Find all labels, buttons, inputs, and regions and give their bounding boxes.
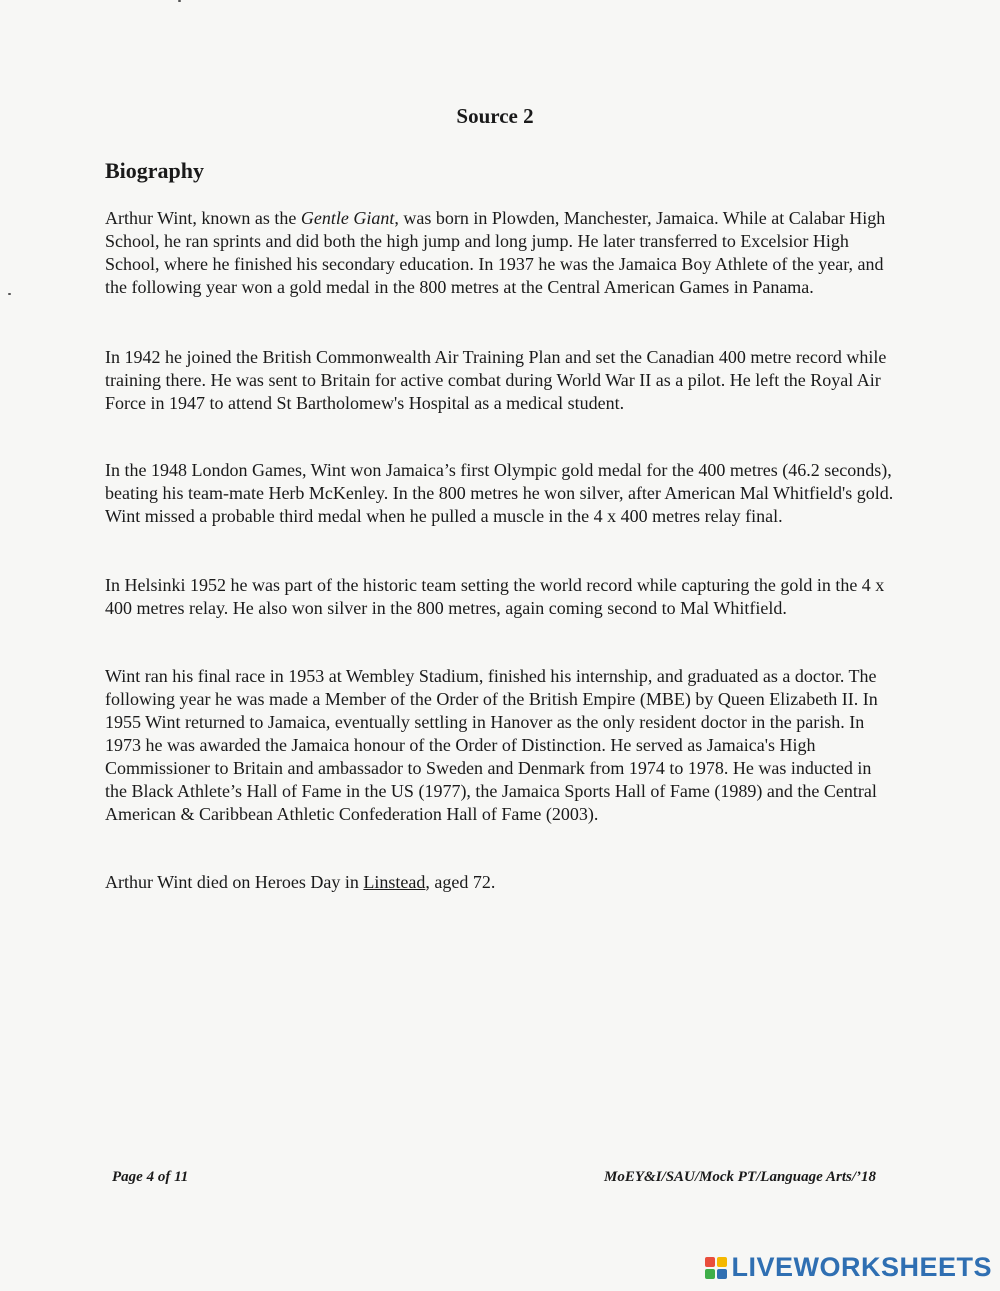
source-title: Source 2 bbox=[456, 104, 534, 128]
paragraph-text: In the 1948 London Games, Wint won Jamaica’s first Olympic gold medal for the 400 metres (46.2 seconds), beating his team-mate Herb McKenley. In the 800 metres he won silver, after American Mal Whitfield's gold. Wint missed a probable third medal when he pulled a muscle in the 4 x 400 metres relay final. bbox=[105, 460, 894, 526]
paragraph-3 bbox=[105, 459, 895, 528]
paragraph-text: Wint ran his final race in 1953 at Wembley Stadium, finished his internship, and graduated as a doctor. The following year he was made a Member of the Order of the British Empire (MBE) by Queen Elizabeth II. In 1955 Wint returned to Jamaica, eventually settling in Hanover as the only resident doctor in the parish. In 1973 he was awarded the Jamaica honour of the Order of Distinction. He served as Jamaica's High Commissioner to Britain and ambassador to Sweden and Denmark from 1974 to 1978. He was inducted in the Black Athlete’s Hall of Fame in the US (1977), the Jamaica Sports Hall of Fame (1989) and the Central American & Caribbean Athletic Confederation Hall of Fame (2003). bbox=[105, 666, 878, 824]
linstead-underlined: Linstead bbox=[363, 872, 426, 892]
logo-square-red bbox=[705, 1257, 715, 1267]
section-heading: Biography bbox=[105, 158, 205, 183]
liveworksheets-logo[interactable] bbox=[705, 1252, 992, 1283]
paragraph-2 bbox=[105, 346, 895, 415]
logo-square-yellow bbox=[717, 1257, 727, 1267]
logo-text: LIVEWORKSHEETS bbox=[731, 1252, 992, 1282]
document-reference: MoEY&I/SAU/Mock PT/Language Arts/’18 bbox=[604, 1169, 876, 1185]
paragraph-5 bbox=[105, 665, 895, 826]
nickname-italic: Gentle Giant bbox=[300, 208, 395, 228]
page-number: Page 4 of 11 bbox=[112, 1169, 189, 1185]
paragraph-text: Arthur Wint died on Heroes Day in bbox=[105, 872, 364, 892]
logo-square-green bbox=[705, 1269, 715, 1279]
scan-speck bbox=[8, 293, 11, 295]
paragraph-text: , was born in Plowden, Manchester, Jamaica. While at Calabar High School, he ran sprints and did both the high jump and long jump. He later transferred to Excelsior High School, where he finished his secondary education. In 1937 he was the Jamaica Boy Athlete of the year, and the following year won a gold medal in the 800 metres at the Central American Games in Panama. bbox=[105, 208, 886, 297]
liveworksheets-logo-icon bbox=[705, 1257, 727, 1279]
paragraph-text: In Helsinki 1952 he was part of the historic team setting the world record while capturing the gold in the 4 x 400 metres relay. He also won silver in the 800 metres, again coming second to Mal Whitfield. bbox=[105, 575, 885, 618]
paragraph-4 bbox=[105, 574, 895, 620]
paragraph-text: In 1942 he joined the British Commonwealth Air Training Plan and set the Canadian 400 metre record while training there. He was sent to Britain for active combat during World War II as a pilot. He left the Royal Air Force in 1947 to attend St Bartholomew's Hospital as a medical student. bbox=[105, 347, 887, 413]
paragraph-6 bbox=[105, 871, 895, 894]
paragraph-1 bbox=[105, 207, 895, 299]
scan-speck bbox=[178, 0, 181, 2]
paragraph-text: Arthur Wint, known as the bbox=[105, 208, 301, 228]
logo-square-blue bbox=[717, 1269, 727, 1279]
paragraph-text: , aged 72. bbox=[425, 872, 496, 892]
